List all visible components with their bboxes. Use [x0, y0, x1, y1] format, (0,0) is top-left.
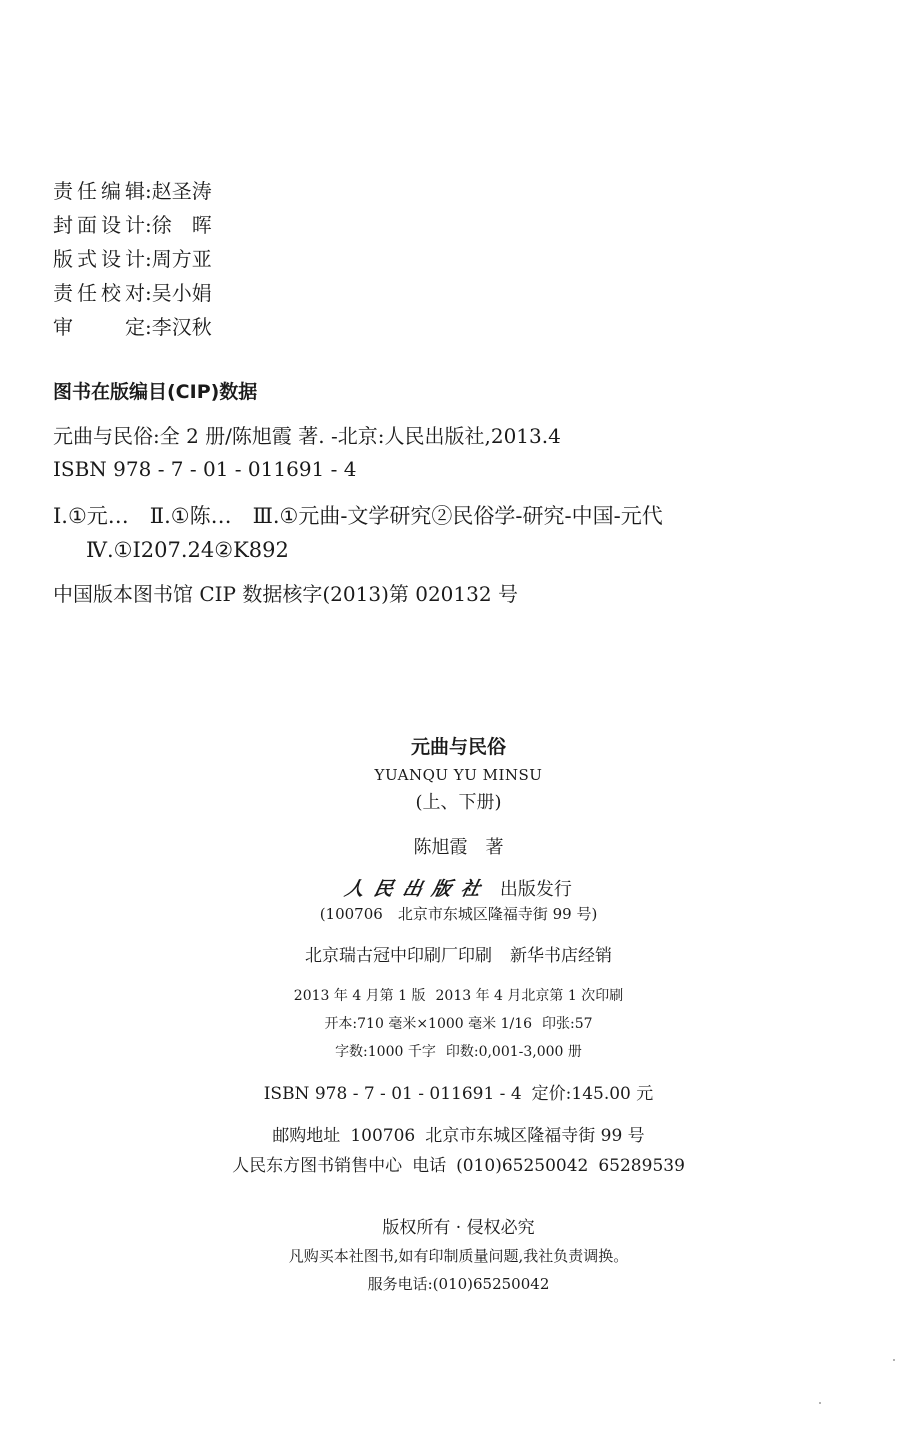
phone-number: 65289539: [598, 1156, 685, 1176]
credit-role: 责任校对: [53, 281, 145, 305]
printing: 2013 年 4 月北京第 1 次印刷: [435, 988, 624, 1004]
word-count: 字数:1000 千字: [335, 1044, 436, 1060]
scan-speck: [819, 1402, 821, 1404]
credit-line-editor: [53, 174, 453, 208]
count-line: [0, 1040, 917, 1064]
credit-role: 封面设计: [53, 213, 145, 237]
phone-number: (010)65250042: [456, 1156, 589, 1176]
credit-role: 版式设计: [53, 247, 145, 271]
cip-record-number: 中国版本图书馆 CIP 数据核字(2013)第 020132 号: [53, 582, 518, 606]
cip-heading: 图书在版编目(CIP)数据: [53, 381, 258, 403]
credit-name: 周方亚: [151, 247, 212, 271]
cip-classification-line: Ⅳ.①I207.24②K892: [86, 538, 289, 562]
credit-role: 责任编辑: [53, 179, 145, 203]
format: 开本:710 毫米×1000 毫米 1/16: [324, 1016, 533, 1032]
isbn-price-line: [0, 1080, 917, 1108]
credit-name: 吴小娟: [151, 281, 212, 305]
cip-title-line: 元曲与民俗:全 2 册/陈旭霞 著. -北京:人民出版社,2013.4: [53, 424, 561, 448]
mail-postcode: 100706: [350, 1126, 416, 1146]
credit-name: 李汉秋: [151, 315, 212, 339]
publisher-address: (100706 北京市东城区隆福寺街 99 号): [319, 905, 598, 923]
credit-line-proofreader: [53, 276, 453, 310]
credit-colon: :: [145, 315, 152, 339]
book-title: 元曲与民俗: [410, 736, 506, 758]
cip-classification-line: Ⅰ.①元… Ⅱ.①陈… Ⅲ.①元曲-文学研究②民俗学-研究-中国-元代: [53, 504, 663, 528]
distributor: 新华书店经销: [510, 946, 612, 966]
publisher-logo: 人民出版社: [342, 878, 493, 900]
phone-label: 电话: [412, 1156, 447, 1176]
rights-notice: 版权所有 · 侵权必究: [382, 1218, 535, 1238]
credit-role: 审定: [53, 315, 145, 339]
sheets: 印张:57: [542, 1016, 593, 1032]
book-author: 陈旭霞 著: [413, 837, 504, 858]
credit-name: 赵圣涛: [151, 179, 212, 203]
scan-speck: [893, 1359, 895, 1361]
service-phone: 服务电话:(010)65250042: [367, 1275, 550, 1293]
book-pinyin-title: YUANQU YU MINSU: [374, 766, 543, 784]
credit-line-cover-design: [53, 208, 453, 242]
credit-colon: :: [145, 213, 152, 237]
format-line: [0, 1012, 917, 1036]
staff-credits: [53, 174, 453, 344]
printer: 北京瑞古冠中印刷厂印刷: [305, 946, 492, 966]
credit-line-reviewer: [53, 310, 453, 344]
cip-isbn-line: ISBN 978 - 7 - 01 - 011691 - 4: [53, 457, 357, 481]
mail-address: 北京市东城区隆福寺街 99 号: [425, 1126, 645, 1146]
credit-colon: :: [145, 179, 152, 203]
publisher-suffix: 出版发行: [499, 879, 572, 900]
price: 定价:145.00 元: [531, 1084, 654, 1104]
credit-name: 徐 晖: [151, 213, 212, 237]
edition: 2013 年 4 月第 1 版: [293, 988, 426, 1004]
printer-line: [0, 942, 917, 970]
sales-center: 人民东方图书销售中心: [232, 1156, 403, 1176]
credit-colon: :: [145, 281, 152, 305]
print-run: 印数:0,001-3,000 册: [445, 1044, 582, 1060]
credit-line-layout-design: [53, 242, 453, 276]
isbn: ISBN 978 - 7 - 01 - 011691 - 4: [263, 1084, 522, 1104]
edition-line: [0, 984, 917, 1008]
publisher-line: [0, 874, 917, 905]
book-volumes: (上、下册): [415, 792, 502, 813]
mail-label: 邮购地址: [272, 1126, 341, 1146]
mail-order-line: [0, 1122, 917, 1150]
quality-notice: 凡购买本社图书,如有印制质量问题,我社负责调换。: [288, 1247, 629, 1265]
sales-phone-line: [0, 1152, 917, 1180]
credit-colon: :: [145, 247, 152, 271]
